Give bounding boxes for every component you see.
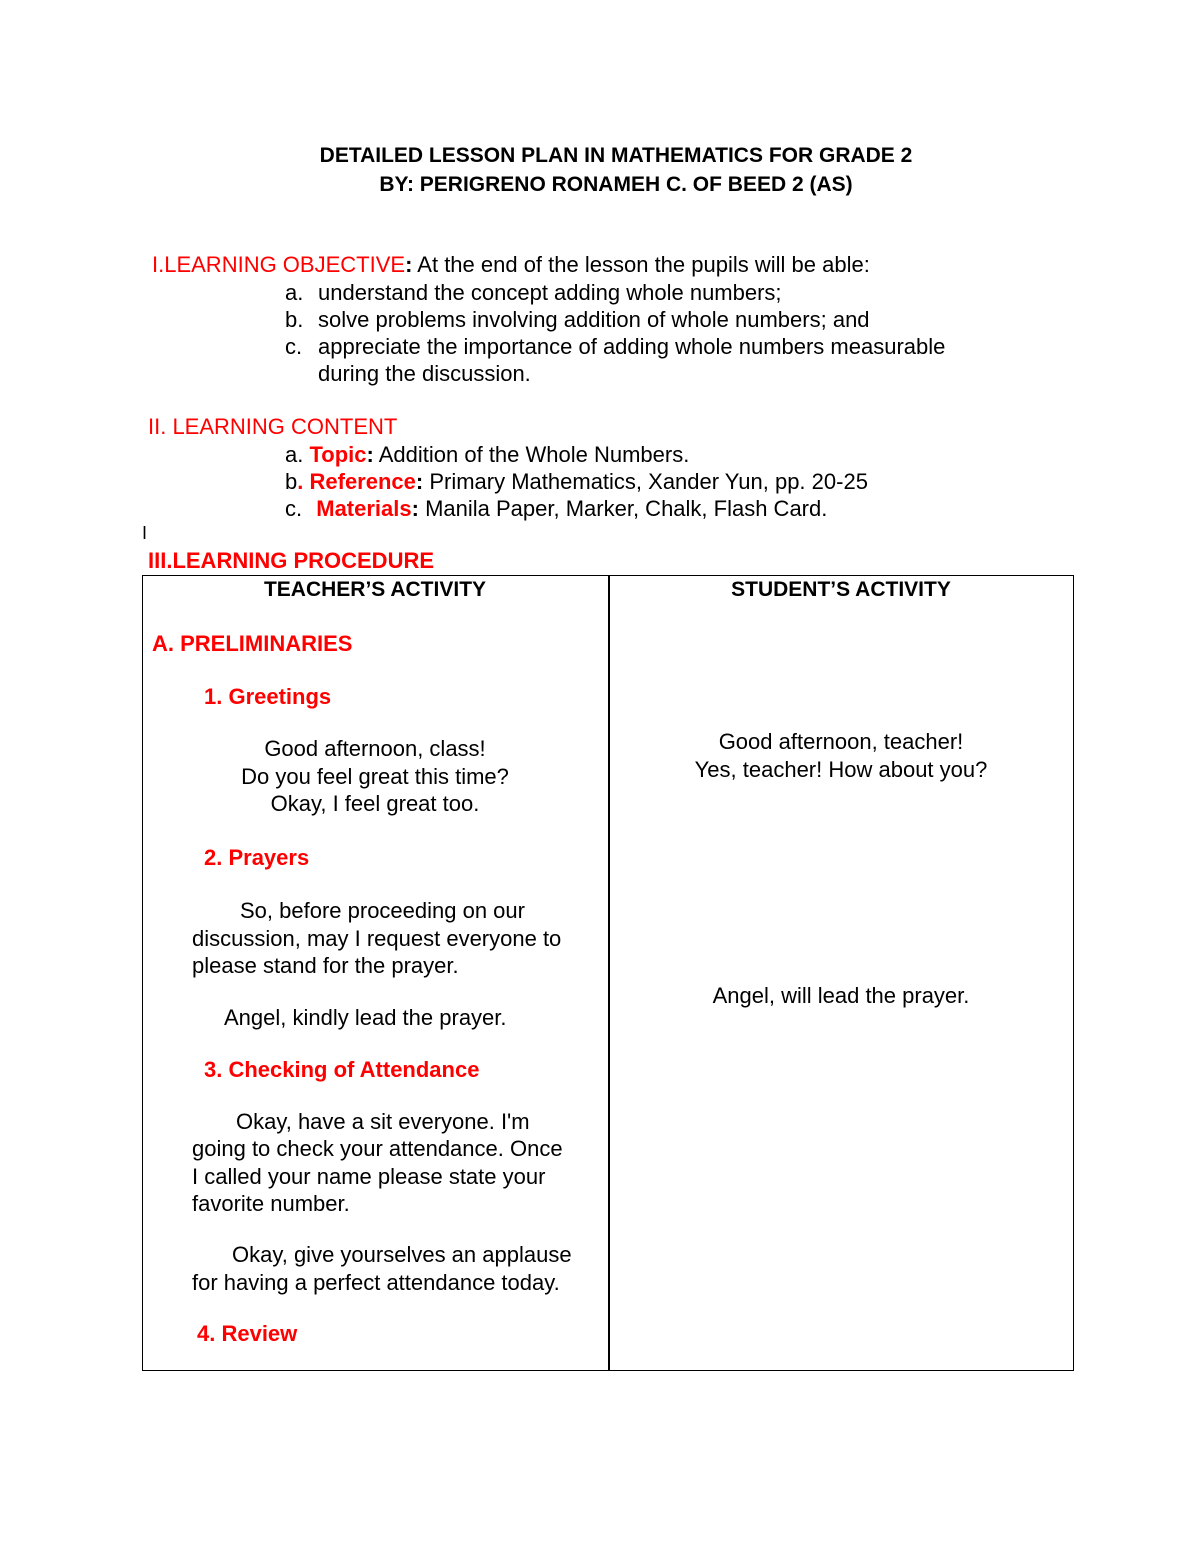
document-title-line-1: DETAILED LESSON PLAN IN MATHEMATICS FOR GRADE 2 [319,144,913,167]
content-heading: II. LEARNING CONTENT [148,414,398,439]
preliminaries-heading: A. PRELIMINARIES [152,631,353,656]
procedure-heading: III.LEARNING PROCEDURE [148,548,435,573]
procedure-table-divider [608,575,610,1371]
objective-heading: I.LEARNING OBJECTIVE [152,252,406,277]
objective-colon: : [405,252,413,277]
greetings-student-line-1: Good afternoon, teacher! [718,729,964,754]
objective-item-b-marker: b. [285,307,304,332]
greetings-teacher-line-3: Okay, I feel great too. [270,791,480,816]
content-item-reference-label: Reference [309,469,416,494]
content-item-topic-marker: a. [285,442,304,467]
attendance-teacher-line-4: favorite number. [192,1191,350,1216]
content-item-materials-text: Manila Paper, Marker, Chalk, Flash Card. [418,496,828,521]
greetings-teacher-line-1: Good afternoon, class! [264,736,486,761]
content-item-topic-text: Addition of the Whole Numbers. [373,442,690,467]
greetings-student-line-2: Yes, teacher! How about you? [694,757,988,782]
prayers-heading: 2. Prayers [204,845,310,870]
objective-item-a-marker: a. [285,280,304,305]
prayers-student-line: Angel, will lead the prayer. [712,983,970,1008]
content-item-materials-label: Materials [316,496,412,521]
stray-mark: I [142,523,148,543]
review-heading: 4. Review [197,1321,298,1346]
content-item-reference [285,469,868,495]
objective-item-c-continuation: during the discussion. [318,361,531,386]
prayers-teacher-line-3: please stand for the prayer. [192,953,459,978]
objective-item-c-text: appreciate the importance of adding whole numbers measurable [318,334,946,359]
content-item-materials-colon: : [411,496,419,521]
greetings-heading: 1. Greetings [204,684,332,709]
attendance-teacher-line-1: Okay, have a sit everyone. I'm [236,1109,530,1134]
document-title-line-2: BY: PERIGRENO RONAMEH C. OF BEED 2 (AS) [379,173,853,196]
content-item-materials [285,496,827,522]
content-item-reference-colon: : [415,469,424,494]
content-item-topic [285,442,689,468]
teacher-activity-header: TEACHER’S ACTIVITY [263,578,487,601]
prayers-teacher-line-4: Angel, kindly lead the prayer. [224,1005,507,1030]
attendance-teacher-line-3: I called your name please state your [192,1164,546,1189]
objective-intro: At the end of the lesson the pupils will be able: [412,252,870,277]
prayers-teacher-line-1: So, before proceeding on our [240,898,525,923]
greetings-teacher-line-2: Do you feel great this time? [241,764,509,789]
content-item-reference-text: Primary Mathematics, Xander Yun, pp. 20-25 [423,469,868,494]
content-item-materials-marker: c. [285,496,303,521]
objective-item-a-text: understand the concept adding whole numbers; [318,280,782,305]
attendance-teacher-line-5: Okay, give yourselves an applause [232,1242,572,1267]
content-item-topic-label: Topic [309,442,367,467]
content-item-topic-colon: : [366,442,374,467]
attendance-teacher-line-2: going to check your attendance. Once [192,1136,563,1161]
objective-line [152,252,870,278]
objective-item-b-text: solve problems involving addition of whole numbers; and [318,307,870,332]
content-item-reference-marker: b [285,469,298,494]
attendance-teacher-line-6: for having a perfect attendance today. [192,1270,560,1295]
prayers-teacher-line-2: discussion, may I request everyone to [192,926,562,951]
attendance-heading: 3. Checking of Attendance [204,1057,480,1082]
student-activity-header: STUDENT’S ACTIVITY [731,578,951,601]
objective-item-c-marker: c. [285,334,303,359]
content-item-reference-dot: . [297,469,304,494]
